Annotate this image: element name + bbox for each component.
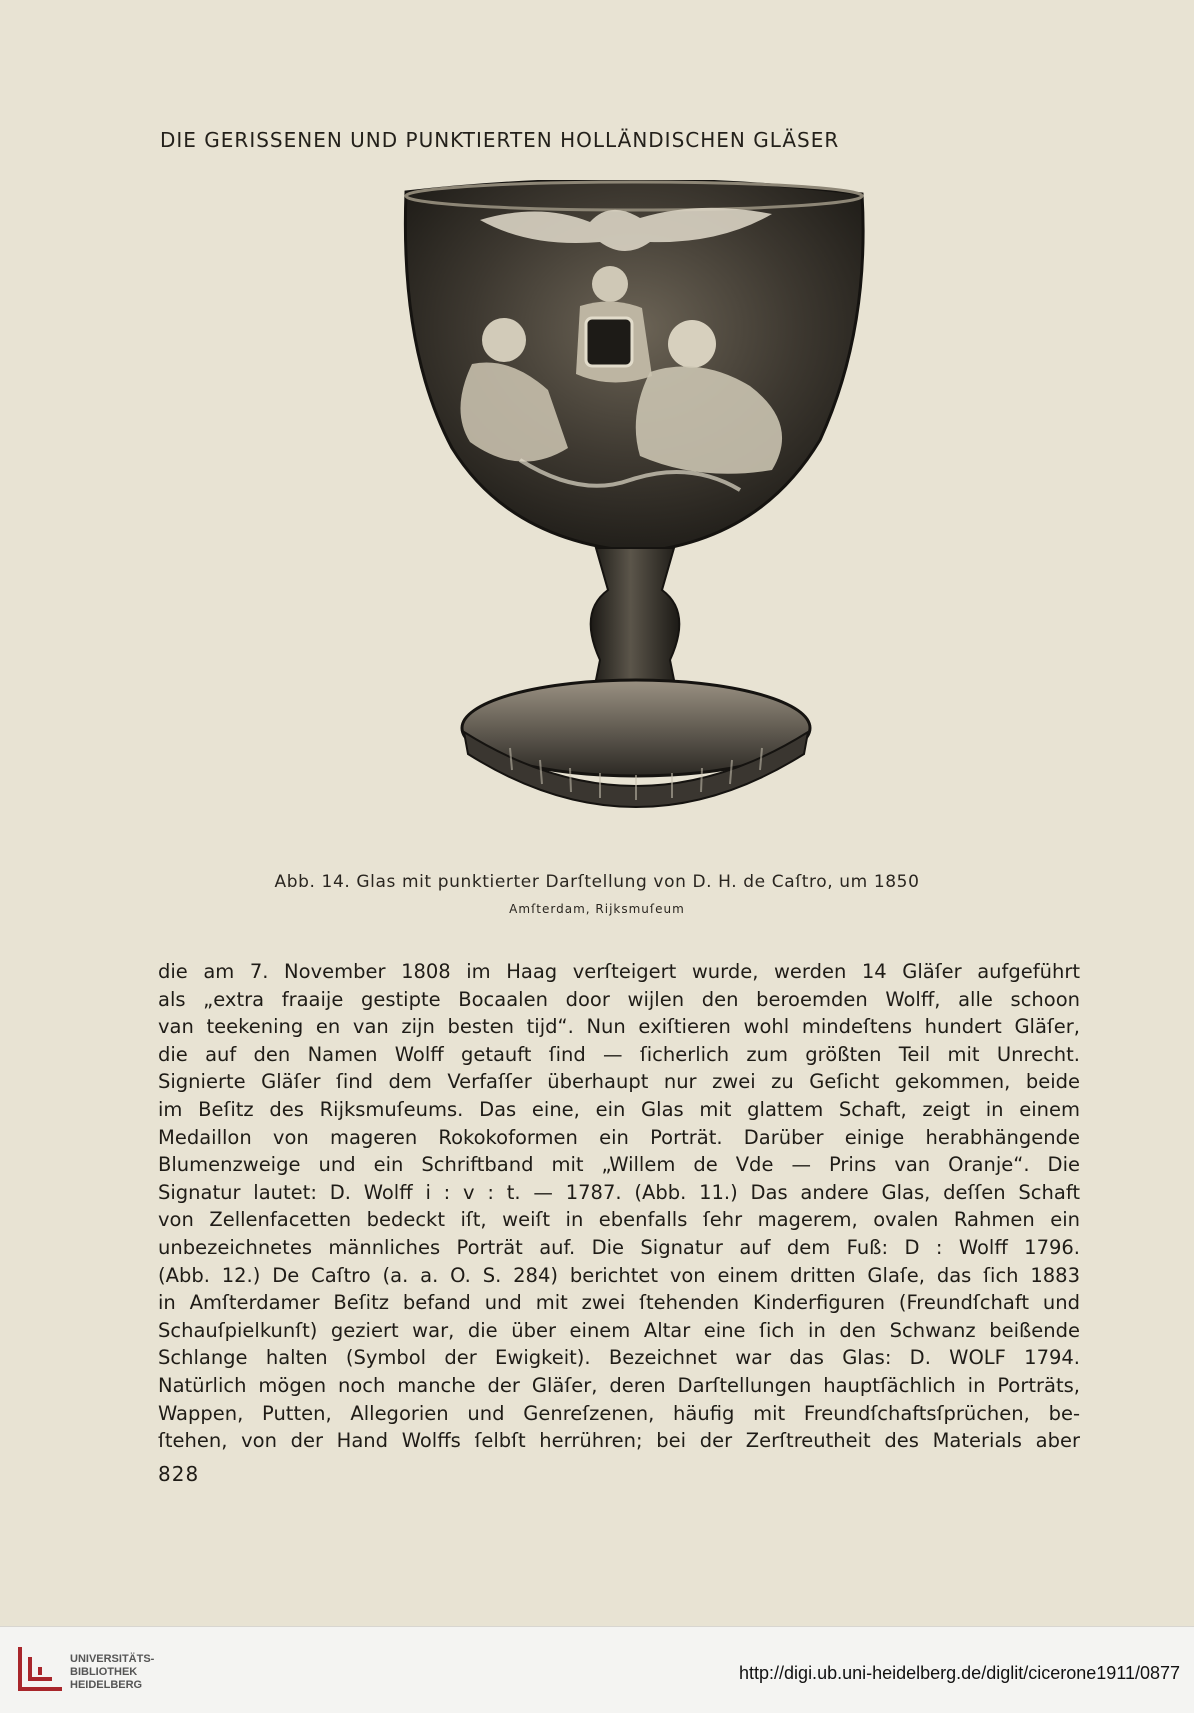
text-line: Natürlich mögen noch manche der Gläſer, deren Darſtellungen hauptſächlich in Porträts, bbox=[158, 1373, 1080, 1397]
text-line: Medaillon von mageren Rokokoformen ein Porträt. Darüber einige herabhängende bbox=[158, 1125, 1080, 1149]
library-name-line: BIBLIOTHEK bbox=[70, 1666, 138, 1678]
ub-heidelberg-logo-icon[interactable] bbox=[14, 1645, 68, 1701]
text-line: Signatur lautet: D. Wolff i : v : t. — 1787. (Abb. 11.) Das andere Glas, deſſen Schaft bbox=[158, 1180, 1080, 1204]
library-name bbox=[70, 1653, 154, 1692]
viewer-footer bbox=[0, 1626, 1194, 1713]
text-line: Schlange halten (Symbol der Ewigkeit). Bezeichnet war das Glas: D. WOLF 1794. bbox=[158, 1346, 1080, 1370]
text-line: Blumenzweige und ein Schriftband mit „Willem de Vde — Prins van Oranje“. Die bbox=[158, 1153, 1080, 1177]
text-line: unbezeichnetes männliches Porträt auf. Die Signatur auf dem Fuß: D : Wolff 1796. bbox=[158, 1235, 1080, 1259]
goblet-illustration bbox=[400, 180, 870, 852]
figure-location: Amſterdam, Rijksmuſeum bbox=[509, 902, 685, 916]
text-line: (Abb. 12.) De Caſtro (a. a. O. S. 284) berichtet von einem dritten Glaſe, das ſich 1883 bbox=[158, 1263, 1080, 1287]
text-line: ſtehen, von der Hand Wolffs ſelbſt herrühren; bei der Zerſtreutheit des Materials aber bbox=[158, 1429, 1080, 1453]
text-line: Schauſpielkunſt) geziert war, die über einem Altar eine ſich in den Schwanz beißende bbox=[158, 1318, 1080, 1342]
text-line: im Beſitz des Rijksmuſeums. Das eine, ein Glas mit glattem Schaft, zeigt in einem bbox=[158, 1097, 1080, 1121]
page-number: 828 bbox=[158, 1462, 200, 1486]
goblet-figure bbox=[400, 180, 870, 852]
figure-caption: Abb. 14. Glas mit punktierter Darſtellung von D. H. de Caſtro, um 1850 bbox=[274, 872, 920, 892]
text-line: Wappen, Putten, Allegorien und Genreſzenen, häufig mit Freundſchaftsſprüchen, be- bbox=[158, 1401, 1080, 1425]
running-head: DIE GERISSENEN UND PUNKTIERTEN HOLLÄNDISCHEN GLÄSER bbox=[160, 128, 840, 152]
text-line: Signierte Gläſer ſind dem Verfaſſer überhaupt nur zwei zu Geſicht gekommen, beide bbox=[158, 1070, 1080, 1094]
text-line: die auf den Namen Wolff getauft ſind — ſicherlich zum größten Teil mit Unrecht. bbox=[158, 1042, 1080, 1066]
text-line: von Zellenfacetten bedeckt iſt, weiſt in ebenfalls ſehr magerem, ovalen Rahmen ein bbox=[158, 1208, 1080, 1232]
text-line: van teekening en van zijn besten tijd“. Nun exiſtieren wohl mindeſtens hundert Gläſer, bbox=[158, 1015, 1080, 1039]
library-name-line: HEIDELBERG bbox=[70, 1679, 143, 1691]
text-line: in Amſterdamer Beſitz befand und mit zwei ſtehenden Kinderfiguren (Freundſchaft und bbox=[158, 1291, 1080, 1315]
source-url-link[interactable]: http://digi.ub.uni-heidelberg.de/diglit/cicerone1911/0877 bbox=[739, 1663, 1180, 1683]
text-line: die am 7. November 1808 im Haag verſteigert wurde, werden 14 Gläſer aufgeführt bbox=[158, 960, 1080, 983]
body-text bbox=[158, 958, 1080, 1455]
text-line: als „extra fraaije gestipte Bocaalen door wijlen den beroemden Wolff, alle schoon bbox=[158, 987, 1080, 1011]
library-name-line: UNIVERSITÄTS- bbox=[70, 1653, 155, 1665]
